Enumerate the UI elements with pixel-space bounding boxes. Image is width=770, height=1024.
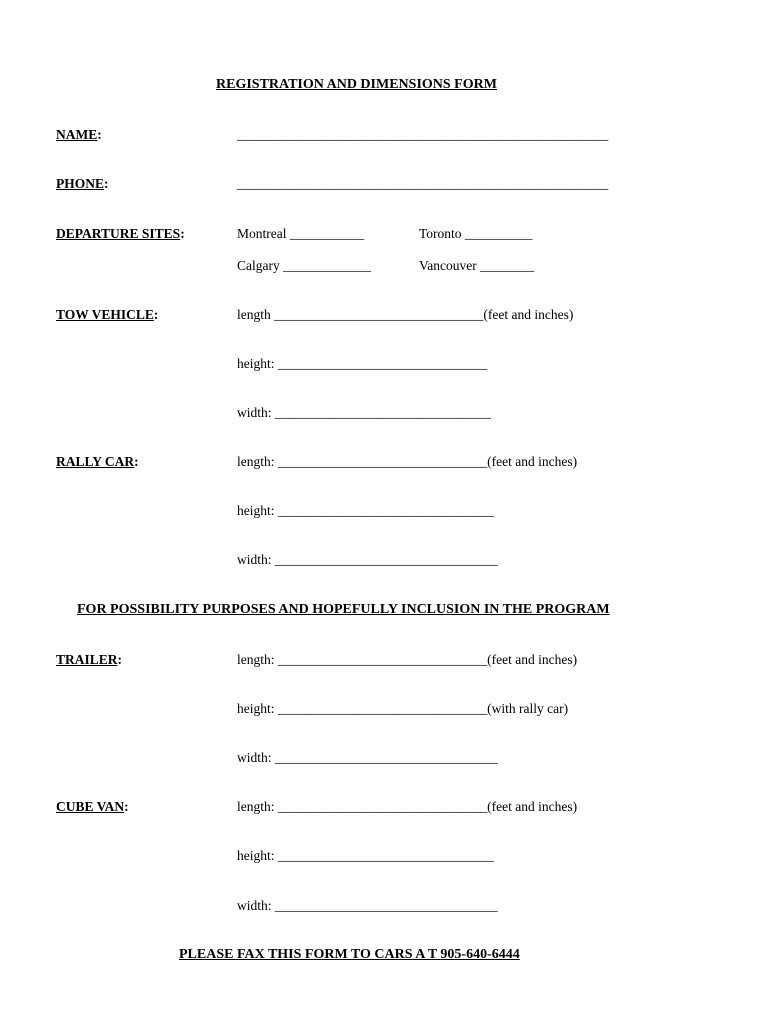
rally-car-length-field[interactable]: length: _______________________________(feet and inches) — [237, 454, 578, 469]
tow-vehicle-label-colon: : — [153, 307, 159, 322]
cube-van-label — [56, 799, 129, 815]
section-heading: FOR POSSIBILITY PURPOSES AND HOPEFULLY INCLUSION IN THE PROGRAM — [77, 602, 610, 617]
tow-vehicle-label — [56, 307, 158, 323]
trailer-height-field[interactable]: height: _______________________________(with rally car) — [237, 701, 569, 716]
calgary-field[interactable]: Calgary _____________ — [237, 258, 371, 273]
phone-label-colon: : — [104, 176, 109, 191]
departure-sites-label-colon: : — [180, 226, 185, 241]
form-title: REGISTRATION AND DIMENSIONS FORM — [216, 77, 497, 92]
rally-car-width-field[interactable]: width: _________________________________ — [237, 552, 498, 567]
name-field[interactable]: _______________________________________________________ — [237, 127, 609, 142]
name-label — [56, 127, 102, 143]
phone-label — [56, 176, 109, 192]
departure-sites-label — [56, 226, 185, 242]
departure-sites-label-text: DEPARTURE SITES — [56, 226, 181, 241]
trailer-label-text: TRAILER — [56, 652, 118, 667]
rally-car-label-text: RALLY CAR — [56, 454, 135, 469]
name-label-colon: : — [97, 127, 102, 142]
montreal-field[interactable]: Montreal ___________ — [237, 226, 365, 241]
rally-car-label-colon: : — [134, 454, 139, 469]
toronto-field[interactable]: Toronto __________ — [419, 226, 533, 241]
cube-van-label-text: CUBE VAN — [56, 799, 125, 814]
cube-van-height-field[interactable]: height: ________________________________ — [237, 848, 494, 863]
fax-footer: PLEASE FAX THIS FORM TO CARS A T 905-640-6444 — [179, 947, 520, 962]
rally-car-height-field[interactable]: height: ________________________________ — [237, 503, 494, 518]
phone-label-text: PHONE — [56, 176, 105, 191]
tow-vehicle-width-field[interactable]: width: ________________________________ — [237, 405, 491, 420]
vancouver-field[interactable]: Vancouver ________ — [419, 258, 535, 273]
trailer-width-field[interactable]: width: _________________________________ — [237, 750, 498, 765]
cube-van-length-field[interactable]: length: _______________________________(feet and inches) — [237, 799, 578, 814]
trailer-label-colon: : — [117, 652, 123, 667]
tow-vehicle-length-field[interactable]: length _______________________________(feet and inches) — [237, 307, 574, 322]
name-label-text: NAME — [56, 127, 98, 142]
phone-field[interactable]: _______________________________________________________ — [237, 176, 609, 191]
cube-van-width-field[interactable]: width: _________________________________ — [237, 898, 498, 913]
tow-vehicle-label-text: TOW VEHICLE — [56, 307, 154, 322]
rally-car-label — [56, 454, 139, 470]
trailer-label — [56, 652, 122, 668]
tow-vehicle-height-field[interactable]: height: _______________________________ — [237, 356, 488, 371]
cube-van-label-colon: : — [124, 799, 129, 814]
trailer-length-field[interactable]: length: _______________________________(feet and inches) — [237, 652, 578, 667]
